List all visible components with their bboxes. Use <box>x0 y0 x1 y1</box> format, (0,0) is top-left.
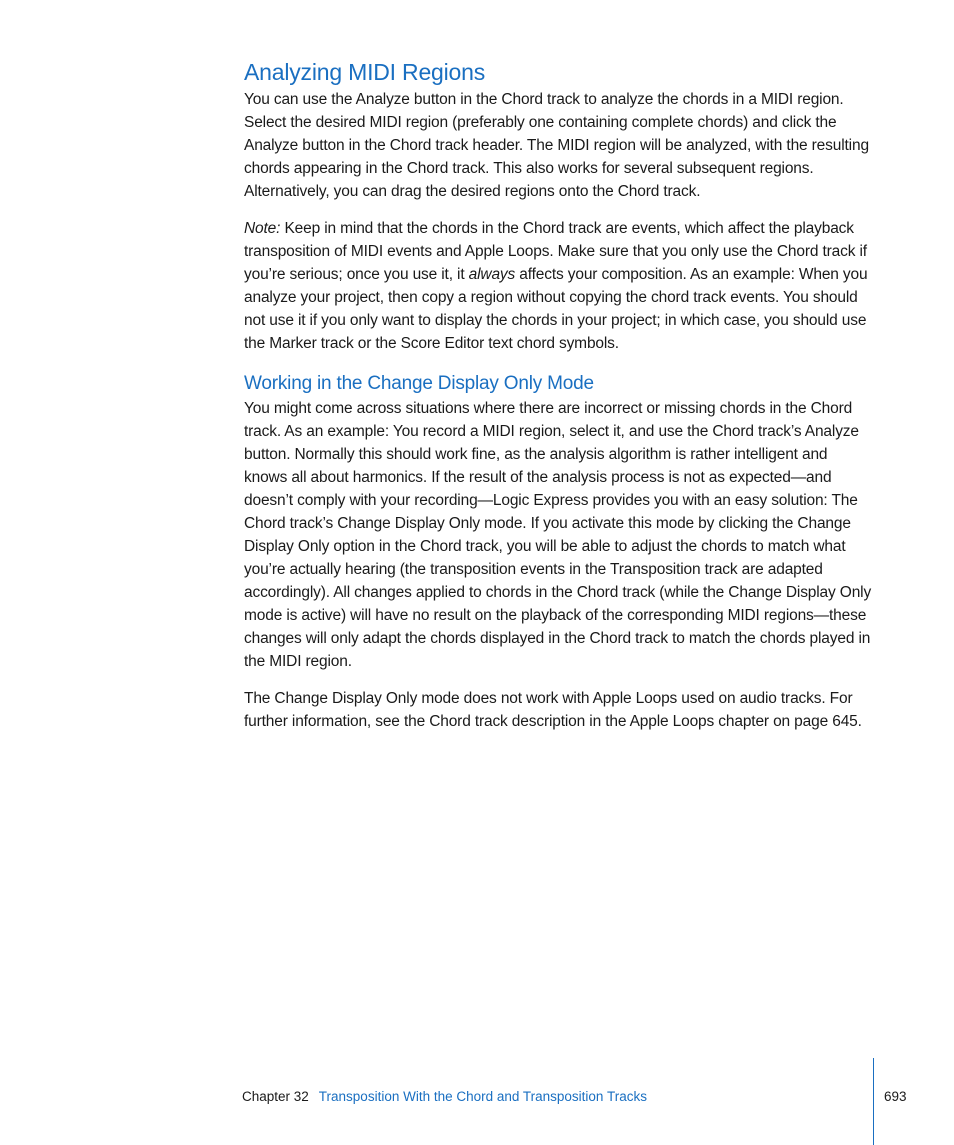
note-text: Keep in mind that the chords in the Chord track are events, which affect the playback transposition of MIDI events and Apple Loops. Make sure that you only use the Chord track if you’re serious; once you use it, it <box>244 220 867 283</box>
page-content <box>244 56 874 733</box>
subsection-heading-change-display-only: Working in the Change Display Only Mode <box>244 373 594 394</box>
page-number: 693 <box>884 1089 907 1104</box>
footer-divider <box>873 1058 874 1145</box>
section-heading-analyzing-midi-regions: Analyzing MIDI Regions <box>244 59 486 85</box>
note-paragraph <box>244 217 874 355</box>
footer-chapter-number: Chapter 32 <box>242 1089 309 1104</box>
body-paragraph: The Change Display Only mode does not work with Apple Loops used on audio tracks. For further information, see the Chord track description in the Apple Loops chapter on page 645. <box>244 690 862 730</box>
note-emphasis: always <box>468 266 516 283</box>
note-label: Note: <box>244 220 281 237</box>
page-footer <box>242 1088 647 1106</box>
footer-chapter-title: Transposition With the Chord and Transposition Tracks <box>318 1089 647 1104</box>
note-text-continued: affects your composition. As an example: When you analyze your project, then copy a region without copying the chord track events. You should not use it if you only want to display the chords in your project; in which case, you should use the Marker track or the Score Editor text chord symbols. <box>244 266 868 352</box>
body-paragraph: You might come across situations where there are incorrect or missing chords in the Chord track. As an example: You record a MIDI region, select it, and use the Chord track’s Analyze button. Normally this should work fine, as the analysis algorithm is rather intelligent and knows all about harmonics. If the result of the analysis process is not as expected—and doesn’t comply with your recording—Logic Express provides you with an easy solution: The Chord track’s Change Display Only mode. If you activate this mode by clicking the Change Display Only option in the Chord track, you will be able to adjust the chords to match what you’re actually hearing (the transposition events in the Transposition track are adapted accordingly). All changes applied to chords in the Chord track (while the Change Display Only mode is active) will have no result on the playback of the corresponding MIDI regions—these changes will only adapt the chords displayed in the Chord track to match the chords played in the MIDI region. <box>244 400 872 670</box>
body-paragraph: You can use the Analyze button in the Chord track to analyze the chords in a MIDI region. Select the desired MIDI region (preferably one containing complete chords) and click the Analyze button in the Chord track header. The MIDI region will be analyzed, with the resulting chords appearing in the Chord track. This also works for several subsequent regions. Alternatively, you can drag the desired regions onto the Chord track. <box>244 91 869 200</box>
